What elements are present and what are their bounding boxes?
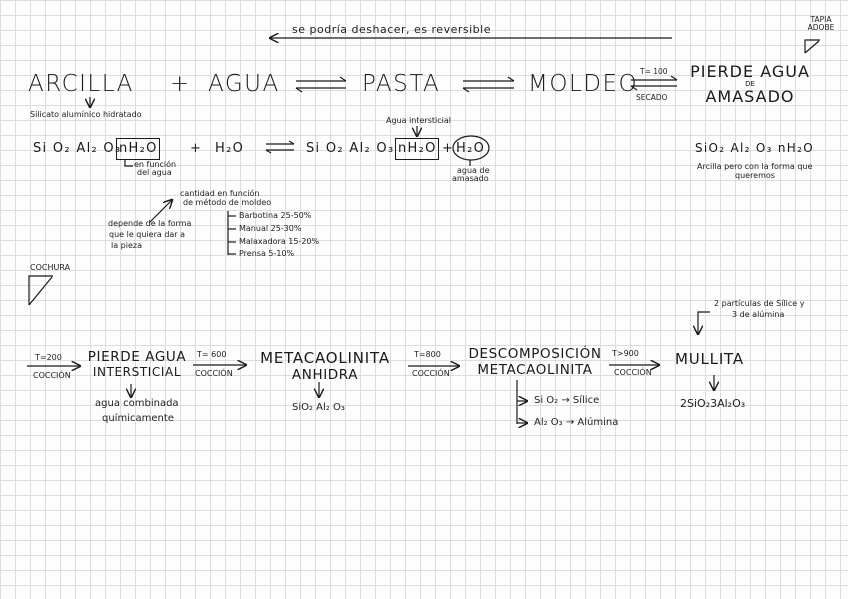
corner-label: TAPIA ADOBE: [807, 15, 835, 32]
agua-intersticial: Agua intersticial: [386, 116, 451, 125]
h2o-label: H₂O: [215, 141, 245, 156]
moldeo-label: MOLDEO: [528, 71, 639, 97]
amasado: amasado: [452, 174, 489, 183]
desc-l1: DESCOMPOSICIÓN: [468, 346, 602, 362]
al2o3-product: Al₂ O₃ → Alúmina: [534, 417, 619, 428]
nh2o-boxed-2: nH₂O: [398, 141, 437, 156]
pierde-agua-intersticial: [86, 349, 188, 380]
arcilla-note-2: queremos: [735, 171, 775, 180]
t900-label: T>900: [612, 349, 639, 358]
method-item: Prensa 5-10%: [239, 249, 295, 258]
reversible-note: se podría deshacer, es reversible: [292, 23, 491, 36]
agua-combinada-1: agua combinada: [95, 398, 179, 409]
meta-l1: METACAOLINITA: [260, 349, 390, 367]
depende-line2: que le quiera dar a: [109, 230, 186, 239]
plus-sign: +: [170, 71, 191, 97]
agua-de: agua de: [457, 166, 490, 175]
arcilla-note-1: Arcilla pero con la forma que: [697, 162, 813, 171]
metacaolinita-anhidra: [256, 349, 394, 383]
t800-label: T=800: [414, 350, 441, 359]
plus-2: +: [442, 141, 455, 156]
pierde-agua-amasado: [688, 62, 812, 107]
mullita-formula: 2SiO₂3Al₂O₃: [680, 397, 746, 410]
cantidad-line1: cantidad en función: [180, 189, 260, 198]
formula-left: Si O₂ Al₂ O₃: [33, 141, 122, 156]
pasta-label: PASTA: [362, 71, 441, 97]
meta-l2: ANHIDRA: [291, 367, 359, 383]
desc-l2: METACAOLINITA: [477, 362, 593, 379]
depende-line1: depende de la forma: [108, 219, 192, 228]
en-funcion: en función: [134, 160, 177, 169]
pierde-l1: PIERDE AGUA: [87, 349, 187, 365]
particulas-line1: 2 partículas de Sílice y: [714, 299, 805, 308]
method-item: Barbotina 25-50%: [239, 211, 312, 220]
pierde-line1: PIERDE AGUA: [690, 62, 810, 81]
h2o-circled: H₂O: [456, 141, 486, 156]
cantidad-line2: de método de moldeo: [183, 198, 272, 207]
meta-formula: SiO₂ Al₂ O₃: [292, 402, 345, 413]
t100-label: T= 100: [640, 67, 668, 76]
formula-mid: Si O₂ Al₂ O₃: [306, 141, 395, 156]
sio2-product: Si O₂ → Sílice: [534, 395, 600, 406]
pierde-l2: INTERSTICIAL: [92, 365, 182, 380]
depende-line3: la pieza: [111, 241, 142, 250]
particulas-line2: 3 de alúmina: [732, 310, 785, 319]
formula-right: SiO₂ Al₂ O₃ nH₂O: [695, 141, 814, 155]
nh2o-boxed-1: nH₂O: [119, 141, 158, 156]
agua-combinada-2: químicamente: [102, 413, 174, 424]
method-item: Malaxadora 15-20%: [239, 237, 320, 246]
silicato-note: Silicato alumínico hidratado: [30, 110, 142, 119]
cochura-label: COCHURA: [30, 263, 71, 272]
t600-label: T= 600: [197, 350, 227, 359]
del-agua: del agua: [137, 168, 172, 177]
pierde-line2: AMASADO: [705, 87, 795, 107]
plus-1: +: [190, 141, 203, 156]
method-item: Manual 25-30%: [239, 224, 302, 233]
arcilla-label: ARCILLA: [28, 71, 134, 97]
secado-label: SECADO: [636, 93, 668, 102]
t200-label: T=200: [35, 353, 62, 362]
coccion-2: COCCIÓN: [195, 369, 233, 378]
descomposicion-metacaolinita: [466, 346, 604, 378]
coccion-1: COCCIÓN: [33, 371, 71, 380]
mullita-label: MULLITA: [675, 350, 744, 368]
agua-label: AGUA: [208, 71, 280, 97]
coccion-3: COCCIÓN: [412, 369, 450, 378]
coccion-4: COCCIÓN: [614, 368, 652, 377]
pierde-de: DE: [745, 80, 755, 89]
